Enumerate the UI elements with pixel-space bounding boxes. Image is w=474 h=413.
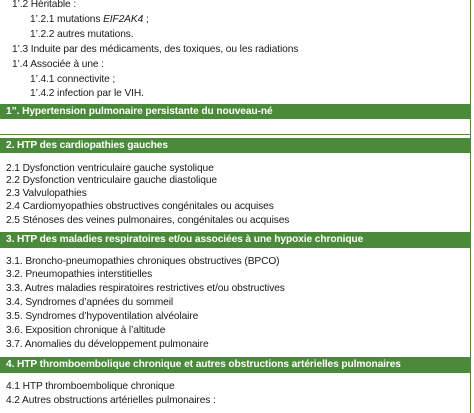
intro-line: 1’.4.1 connectivite ; bbox=[30, 74, 116, 85]
list-item: 3.7. Anomalies du développement pulmonaire bbox=[6, 339, 209, 350]
intro-line: 1’.2.1 mutations EIF2AK4 ; bbox=[30, 14, 149, 25]
list-item: 4.1 HTP thromboembolique chronique bbox=[6, 381, 175, 392]
list-item: 2.4 Cardiomyopathies obstructives congénitales ou acquises bbox=[6, 201, 274, 212]
section-header: 3. HTP des maladies respiratoires et/ou associées à une hypoxie chronique bbox=[0, 232, 471, 248]
intro-line: 1’.4.2 infection par le VIH. bbox=[30, 88, 144, 99]
intro-line: 1’.4 Associée à une : bbox=[12, 59, 104, 70]
section-header: 4. HTP thromboembolique chronique et autres obstructions artérielles pulmonaires bbox=[0, 357, 471, 373]
divider bbox=[0, 134, 471, 135]
list-item: 2.2 Dysfonction ventriculaire gauche diastolique bbox=[6, 175, 217, 186]
section-header: 1’’. Hypertension pulmonaire persistante du nouveau-né bbox=[0, 104, 471, 119]
list-item: 3.1. Broncho-pneumopathies chroniques obstructives (BPCO) bbox=[6, 256, 280, 267]
list-item: 3.3. Autres maladies respiratoires restrictives et/ou obstructives bbox=[6, 283, 285, 294]
intro-line: 1’.3 Induite par des médicaments, des toxiques, ou les radiations bbox=[12, 44, 299, 55]
intro-line: 1’.2 Héritable : bbox=[12, 0, 77, 10]
list-item: 4.2 Autres obstructions artérielles pulmonaires : bbox=[6, 395, 216, 406]
list-item: 3.6. Exposition chronique à l’altitude bbox=[6, 325, 166, 336]
section-header: 2. HTP des cardiopathies gauches bbox=[0, 138, 471, 153]
list-item: 3.5. Syndromes d’hypoventilation alvéolaire bbox=[6, 311, 199, 322]
list-item: 3.2. Pneumopathies interstitielles bbox=[6, 269, 153, 280]
list-item: 2.5 Sténoses des veines pulmonaires, congénitales ou acquises bbox=[6, 215, 290, 226]
list-item: 3.4. Syndromes d’apnées du sommeil bbox=[6, 297, 174, 308]
intro-line: 1’.2.2 autres mutations. bbox=[30, 29, 134, 40]
list-item: 2.3 Valvulopathies bbox=[6, 188, 87, 199]
list-item: 2.1 Dysfonction ventriculaire gauche systolique bbox=[6, 163, 214, 174]
